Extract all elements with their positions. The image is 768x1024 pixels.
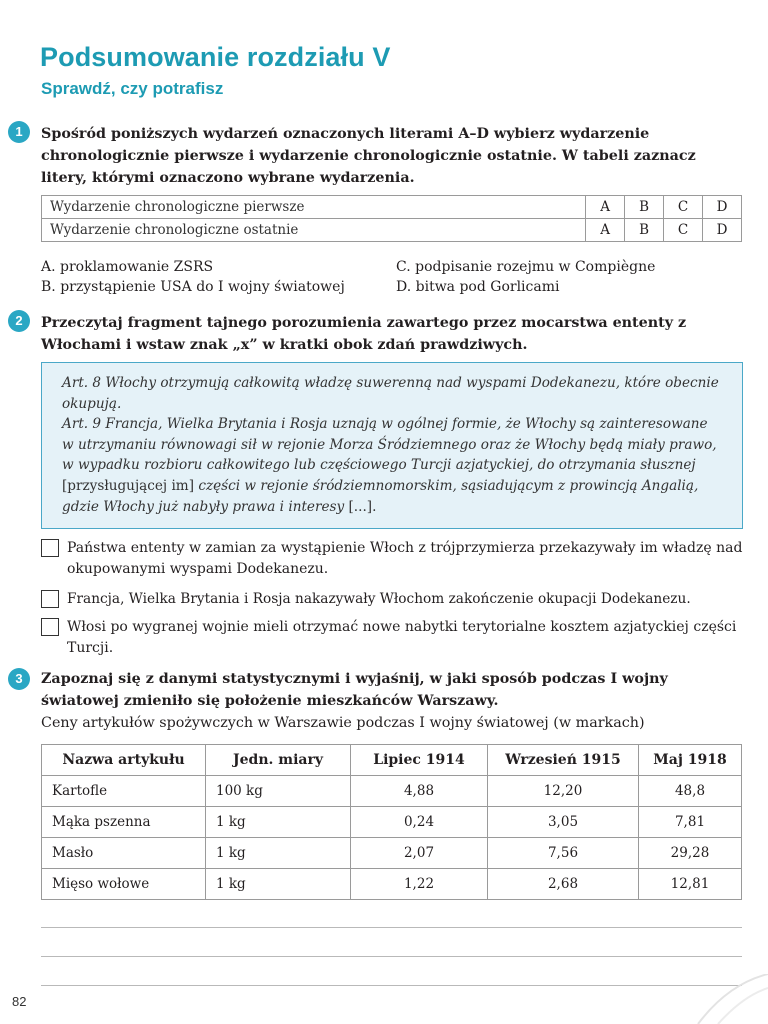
food-prices-table (41, 744, 742, 900)
row-label-first: Wydarzenie chronologiczne pierwsze (42, 196, 586, 219)
table-row (42, 869, 742, 900)
table-row (42, 196, 742, 219)
option-d: D. bitwa pod Gorlicami (396, 279, 560, 295)
page-title: Podsumowanie rozdziału V (40, 42, 391, 72)
table-row (42, 776, 742, 807)
letter-b-first[interactable]: B (625, 196, 664, 219)
statement-3-checkbox[interactable] (41, 618, 59, 636)
task-3-number-badge: 3 (8, 668, 30, 690)
letter-d-last[interactable]: D (703, 219, 742, 242)
column-header-sept-1915: Wrzesień 1915 (488, 745, 639, 776)
letter-d-first[interactable]: D (703, 196, 742, 219)
source-quote-box (41, 362, 743, 529)
cell-item: Mąka pszenna (42, 807, 206, 838)
table-row (42, 219, 742, 242)
option-c: C. podpisanie rozejmu w Compiègne (396, 259, 656, 275)
table-row (42, 838, 742, 869)
corner-decoration (688, 974, 768, 1024)
cell-value: 4,88 (351, 776, 488, 807)
cell-value: 0,24 (351, 807, 488, 838)
column-header-may-1918: Maj 1918 (639, 745, 742, 776)
statement-3-text: Włosi po wygranej wojnie mieli otrzymać nowe nabytki terytorialne kosztem azjatyckiej części Turcji. (67, 619, 737, 656)
cell-value: 2,07 (351, 838, 488, 869)
letter-a-last[interactable]: A (586, 219, 625, 242)
task-3-instruction: Zapoznaj się z danymi statystycznymi i wyjaśnij, w jaki sposób podczas I wojny światowej zmieniło się położenie mieszkańców Warszawy. (41, 671, 668, 709)
letter-b-last[interactable]: B (625, 219, 664, 242)
statement-2-checkbox[interactable] (41, 590, 59, 608)
column-header-item: Nazwa artykułu (42, 745, 206, 776)
cell-value: 2,68 (488, 869, 639, 900)
letter-c-first[interactable]: C (664, 196, 703, 219)
statement-2-text: Francja, Wielka Brytania i Rosja nakazywały Włochom zakończenie okupacji Dodekanezu. (67, 591, 691, 607)
cell-value: 7,81 (639, 807, 742, 838)
quote-ellipsis: [...]. (348, 498, 377, 515)
page-subtitle: Sprawdź, czy potrafisz (41, 79, 224, 98)
letter-c-last[interactable]: C (664, 219, 703, 242)
statement-1-text: Państwa ententy w zamian za wystąpienie Włoch z trójprzymierza przekazywały im władzę nad okupowanymi wyspami Dodekanezu. (67, 540, 743, 577)
answer-line-1[interactable] (41, 927, 742, 928)
cell-value: 29,28 (639, 838, 742, 869)
column-header-unit: Jedn. miary (206, 745, 351, 776)
cell-value: 7,56 (488, 838, 639, 869)
task-1-number-badge: 1 (8, 121, 30, 143)
task-2-instruction: Przeczytaj fragment tajnego porozumienia zawartego przez mocarstwa ententy z Włochami i wstaw znak „x” w kratki obok zdań prawdziwych. (41, 315, 687, 353)
quote-article-9-part-1: Art. 9 Francja, Wielka Brytania i Rosja uznają w ogólnej formie, że Włochy są zainteresowane w utrzymaniu równowagi sił w rejonie Morza Śródziemnego oraz że Włochy będą miały prawo, w wypadku rozbioru całkowitego lub częściowego Turcji azjatyckiej, do otrzymania słusznej (62, 416, 717, 474)
option-b: B. przystąpienie USA do I wojny światowej (41, 279, 345, 295)
quote-article-9 (62, 414, 722, 517)
cell-item: Kartofle (42, 776, 206, 807)
cell-unit: 1 kg (206, 807, 351, 838)
cell-unit: 100 kg (206, 776, 351, 807)
letter-a-first[interactable]: A (586, 196, 625, 219)
table-row (42, 807, 742, 838)
quote-article-9-part-2: części w rejonie śródziemnomorskim, sąsiadującym z prowincją Angalią, gdzie Włochy już nabyły prawa i interesy (62, 477, 699, 515)
cell-value: 3,05 (488, 807, 639, 838)
table-header-row (42, 745, 742, 776)
cell-unit: 1 kg (206, 869, 351, 900)
column-header-july-1914: Lipiec 1914 (351, 745, 488, 776)
quote-article-8: Art. 8 Włochy otrzymują całkowitą władzę suwerenną nad wyspami Dodekanezu, które obecnie okupują. (62, 375, 719, 412)
cell-item: Mięso wołowe (42, 869, 206, 900)
page-number: 82 (12, 994, 27, 1009)
statement-1-checkbox[interactable] (41, 539, 59, 557)
cell-value: 48,8 (639, 776, 742, 807)
cell-value: 12,20 (488, 776, 639, 807)
table-caption: Ceny artykułów spożywczych w Warszawie podczas I wojny światowej (w markach) (41, 715, 645, 731)
answer-line-3[interactable] (41, 985, 742, 986)
option-a: A. proklamowanie ZSRS (41, 259, 214, 275)
cell-value: 1,22 (351, 869, 488, 900)
cell-value: 12,81 (639, 869, 742, 900)
task-1-answer-table (41, 195, 742, 242)
task-2-number-badge: 2 (8, 310, 30, 332)
cell-unit: 1 kg (206, 838, 351, 869)
row-label-last: Wydarzenie chronologiczne ostatnie (42, 219, 586, 242)
quote-bracket-insert: [przysługującej im] (62, 477, 194, 494)
cell-item: Masło (42, 838, 206, 869)
task-1-instruction: Spośród poniższych wydarzeń oznaczonych literami A–D wybierz wydarzenie chronologicznie pierwsze i wydarzenie chronologicznie ostatnie. W tabeli zaznacz litery, którymi oznaczono wybrane wydarzenia. (41, 126, 696, 186)
answer-line-2[interactable] (41, 956, 742, 957)
